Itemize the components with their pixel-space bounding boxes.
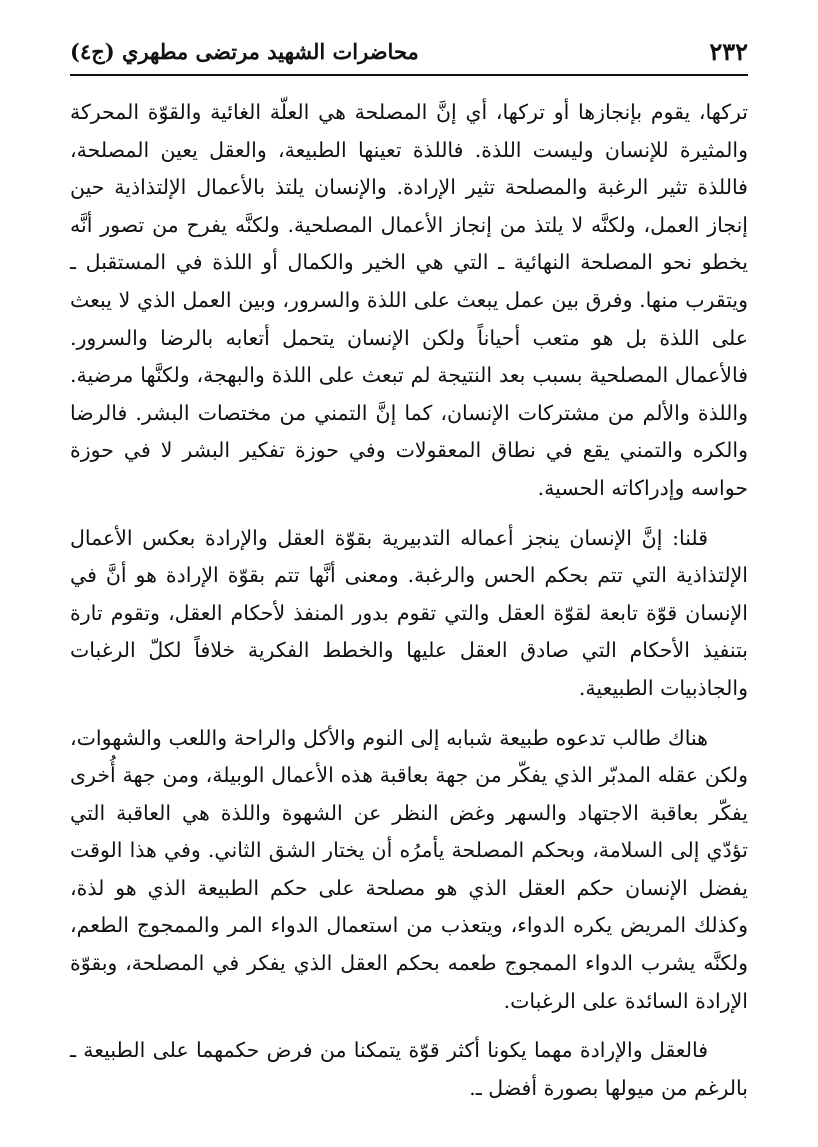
running-title: محاضرات الشهيد مرتضى مطهري (ج٤) (70, 39, 419, 64)
paragraph-2: قلنا: إنَّ الإنسان ينجز أعماله التدبيرية بقوّة العقل والإرادة بعكس الأعمال الإلتذاذية التي تتم بحكم الحس والرغبة. ومعنى أنَّها تتم بقوّة الإرادة هو أنَّ في الإنسان قوّة تابعة لقوّة العقل والتي تقوم بدور المنفذ لأحكام العقل، وتقوم تارة بتنفيذ الأحكام التي صادق العقل عليها والخطط الفكرية خلافاً لكلّ الرغبات والجاذبيات الطبيعية. (70, 525, 748, 700)
body-text (70, 94, 748, 1107)
running-header (70, 30, 748, 76)
paragraph-1: تركها، يقوم بإنجازها أو تركها، أي إنَّ المصلحة هي العلّة الغائية والقوّة المحركة والمثيرة للإنسان وليست اللذة. فاللذة تعينها الطبيعة، والعقل يعين المصلحة، فاللذة تثير الرغبة والمصلحة تثير الإرادة. والإنسان يلتذ بالأعمال الإلتذاذية حين إنجاز العمل، ولكنَّه لا يلتذ من إنجاز الأعمال المصلحية. ولكنَّه يفرح من تصور أنَّه يخطو نحو المصلحة النهائية ـ التي هي الخير والكمال أو اللذة في المستقبل ـ ويتقرب منها. وفرق بين عمل يبعث على اللذة والسرور، وبين العمل الذي لا يبعث على اللذة بل هو متعب أحياناً ولكن الإنسان يتحمل أتعابه بالرضا والسرور. فالأعمال المصلحية بسبب بعد النتيجة لم تبعث على اللذة والبهجة، ولكنَّها مرضية. واللذة والألم من مشتركات الإنسان، كما إنَّ التمني من مختصات البشر. فالرضا والكره والتمني يقع في نطاق المعقولات وفي حوزة تفكير البشر لا في حوزة حواسه وإدراكاته الحسية. (70, 100, 748, 500)
paragraph-4: فالعقل والإرادة مهما يكونا أكثر قوّة يتمكنا من فرض حكمهما على الطبيعة ـ بالرغم من ميولها بصورة أفضل ـ. (70, 1038, 748, 1100)
page-number: ٢٣٢ (709, 37, 748, 66)
paragraph-3: هناك طالب تدعوه طبيعة شبابه إلى النوم والأكل والراحة واللعب والشهوات، ولكن عقله المدبّر الذي يفكّر من جهة بعاقبة هذه الأعمال الوبيلة، ومن جهة أُخرى يفكّر بعاقبة الاجتهاد والسهر وغض النظر عن الشهوة واللذة هي العاقبة التي تؤدّي إلى السلامة، وبحكم المصلحة يأمرُه أن يختار الشق الثاني. وفي هذا الوقت يفضل الإنسان حكم العقل الذي هو مصلحة على حكم الطبيعة الذي هو لذة، وكذلك المريض يكره الدواء، ويتعذب من استعمال الدواء المر والممجوج الطعم، ولكنَّه يشرب الدواء الممجوج طعمه بحكم العقل الذي يفكر في المصلحة، وبقوّة الإرادة السائدة على الرغبات. (70, 725, 748, 1013)
